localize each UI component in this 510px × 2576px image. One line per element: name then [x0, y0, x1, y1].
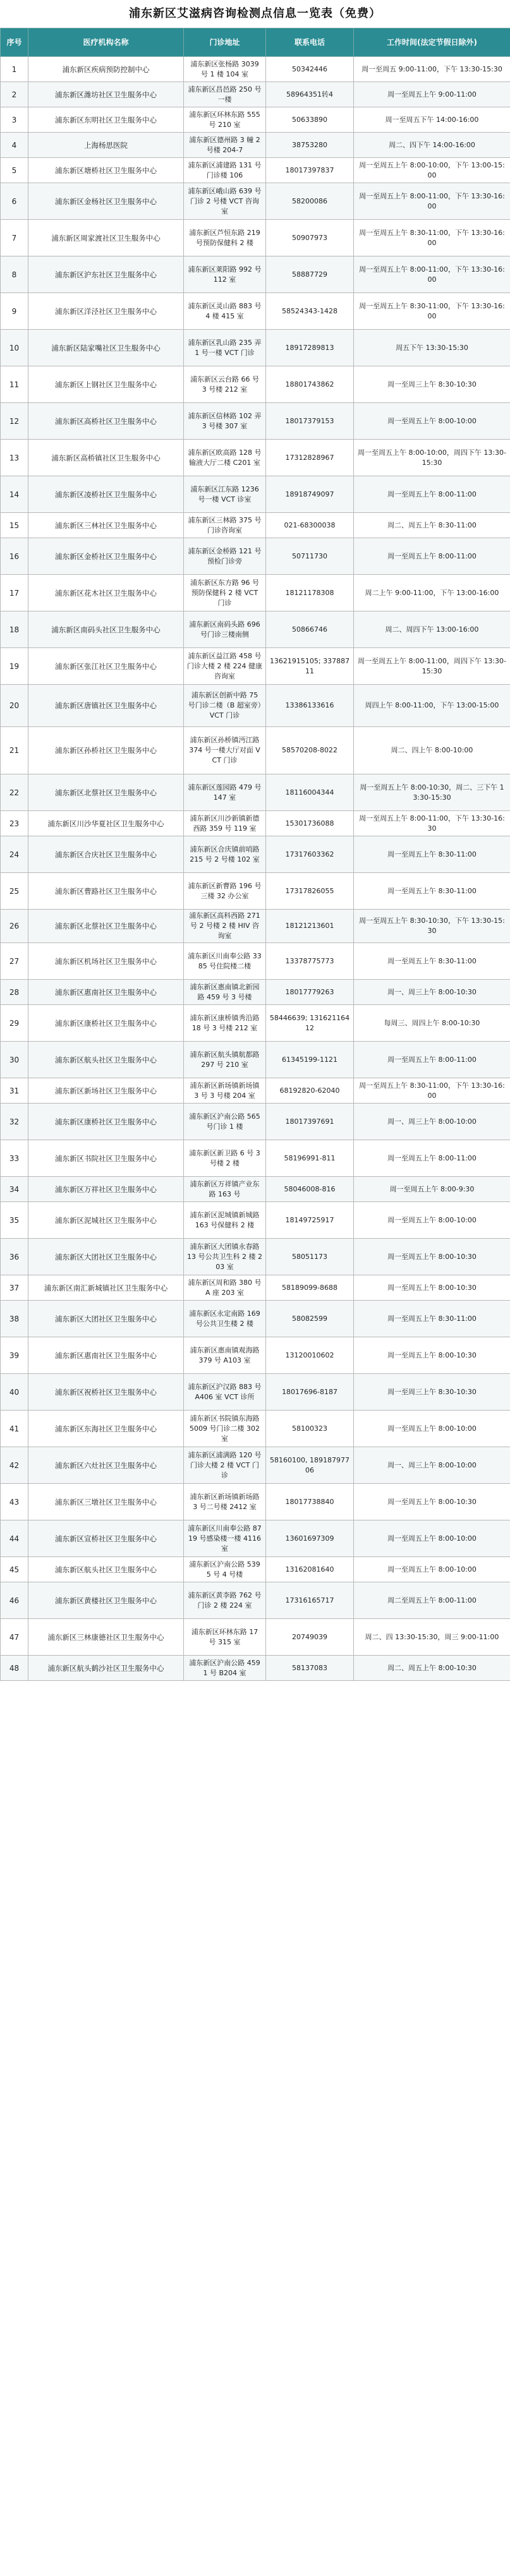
facility-phone: 18017397691 [266, 1104, 354, 1140]
facility-phone: 58964351转4 [266, 82, 354, 107]
row-number: 15 [1, 513, 28, 538]
facility-phone: 17317603362 [266, 836, 354, 873]
header-hours: 工作时间(法定节假日除外) [354, 28, 510, 57]
facility-address: 浦东新区新曹路 196 号三楼 32 办公室 [184, 873, 266, 910]
facility-address: 浦东新区万祥镇产业东路 163 号 [184, 1177, 266, 1202]
facility-phone: 13378775773 [266, 943, 354, 980]
facility-name: 浦东新区万祥社区卫生服务中心 [28, 1177, 184, 1202]
row-number: 25 [1, 873, 28, 910]
facility-phone: 18017379153 [266, 403, 354, 440]
facility-phone: 58446639; 13162116412 [266, 1005, 354, 1042]
facility-name: 浦东新区北蔡社区卫生服务中心 [28, 774, 184, 811]
facility-phone: 18017696-8187 [266, 1374, 354, 1411]
table-row [1, 1520, 510, 1557]
working-hours: 周一至周五上午 9:00-11:00 [354, 82, 510, 107]
testing-sites-table [0, 28, 510, 1681]
facility-phone: 58100323 [266, 1411, 354, 1447]
facility-address: 浦东新区川南奉公路 8719 号感染楼一楼 4116 室 [184, 1520, 266, 1557]
facility-phone: 15301736088 [266, 811, 354, 836]
facility-address: 浦东新区沪汉路 883 号 A406 室 VCT 诊所 [184, 1374, 266, 1411]
table-row [1, 1374, 510, 1411]
facility-address: 浦东新区惠南镇观海路 379 号 A103 室 [184, 1337, 266, 1374]
facility-phone: 38753280 [266, 133, 354, 158]
working-hours: 周一至周五上午 8:00-10:00 [354, 1411, 510, 1447]
table-row [1, 476, 510, 513]
row-number: 3 [1, 107, 28, 133]
table-row [1, 1656, 510, 1681]
facility-address: 浦东新区昌邑路 250 号一楼 [184, 82, 266, 107]
table-row [1, 1042, 510, 1078]
facility-address: 浦东新区川南奉公路 3385 号住院楼二楼 [184, 943, 266, 980]
facility-phone: 50711730 [266, 538, 354, 575]
working-hours: 周一至周五上午 8:00-10:30，周二、三下午 13:30-15:30 [354, 774, 510, 811]
row-number: 9 [1, 293, 28, 330]
facility-name: 浦东新区惠南社区卫生服务中心 [28, 980, 184, 1005]
table-row [1, 1411, 510, 1447]
facility-phone: 18017397837 [266, 158, 354, 183]
facility-name: 浦东新区康桥社区卫生服务中心 [28, 1104, 184, 1140]
facility-name: 浦东新区航头鹤沙社区卫生服务中心 [28, 1656, 184, 1681]
row-number: 6 [1, 183, 28, 220]
facility-phone: 18149725917 [266, 1202, 354, 1239]
facility-name: 浦东新区新场社区卫生服务中心 [28, 1078, 184, 1104]
table-row [1, 1140, 510, 1177]
facility-address: 浦东新区峨山路 639 号门诊 2 号楼 VCT 咨询室 [184, 183, 266, 220]
row-number: 44 [1, 1520, 28, 1557]
facility-phone: 17317826055 [266, 873, 354, 910]
row-number: 17 [1, 575, 28, 611]
facility-name: 浦东新区三墩社区卫生服务中心 [28, 1484, 184, 1520]
row-number: 28 [1, 980, 28, 1005]
facility-address: 浦东新区黄李路 762 号门诊 2 楼 224 室 [184, 1582, 266, 1619]
facility-name: 浦东新区三林康德社区卫生服务中心 [28, 1619, 184, 1656]
facility-address: 浦东新区大团镇永春路 13 号公共卫生科 2 楼 203 室 [184, 1239, 266, 1275]
working-hours: 周一、周三上午 8:00-10:00 [354, 1447, 510, 1484]
table-header [1, 28, 510, 57]
working-hours: 周二上午 9:00-11:00，下午 13:00-16:00 [354, 575, 510, 611]
table-row [1, 1484, 510, 1520]
row-number: 29 [1, 1005, 28, 1042]
working-hours: 周一至周五上午 8:30-11:00 [354, 1301, 510, 1337]
facility-phone: 18121213601 [266, 910, 354, 943]
working-hours: 周二、四下午 14:00-16:00 [354, 133, 510, 158]
row-number: 36 [1, 1239, 28, 1275]
table-row [1, 1337, 510, 1374]
working-hours: 周一至周五上午 8:30-11:00 [354, 836, 510, 873]
table-row [1, 910, 510, 943]
facility-name: 浦东新区康桥社区卫生服务中心 [28, 1005, 184, 1042]
working-hours: 周二、周五上午 8:00-10:30 [354, 1656, 510, 1681]
row-number: 47 [1, 1619, 28, 1656]
facility-name: 上海杨思医院 [28, 133, 184, 158]
row-number: 40 [1, 1374, 28, 1411]
working-hours: 周二、四上午 8:00-10:00 [354, 727, 510, 774]
table-row [1, 685, 510, 727]
facility-address: 浦东新区芦恒东路 219 号预防保健科 2 楼 [184, 220, 266, 256]
facility-address: 浦东新区浦满路 120 号门诊大楼 2 楼 VCT 门诊 [184, 1447, 266, 1484]
row-number: 14 [1, 476, 28, 513]
facility-name: 浦东新区高桥镇社区卫生服务中心 [28, 440, 184, 476]
row-number: 5 [1, 158, 28, 183]
facility-address: 浦东新区云台路 66 号 3 号楼 212 室 [184, 366, 266, 403]
row-number: 42 [1, 1447, 28, 1484]
working-hours: 周一至周五上午 8:30-11:00，下午 13:30-16:00 [354, 1078, 510, 1104]
table-row [1, 727, 510, 774]
facility-address: 浦东新区环林东路 555 号 210 室 [184, 107, 266, 133]
facility-phone: 58051173 [266, 1239, 354, 1275]
facility-phone: 18918749097 [266, 476, 354, 513]
working-hours: 周一至周五上午 8:00-10:00 [354, 403, 510, 440]
facility-address: 浦东新区南码头路 696 号门诊三楼南侧 [184, 611, 266, 648]
facility-address: 浦东新区新卫路 6 号 3 号楼 2 楼 [184, 1140, 266, 1177]
row-number: 39 [1, 1337, 28, 1374]
table-row [1, 1275, 510, 1301]
working-hours: 周二、四 13:30-15:30，周三 9:00-11:00 [354, 1619, 510, 1656]
facility-address: 浦东新区灵山路 883 号 4 楼 415 室 [184, 293, 266, 330]
facility-name: 浦东新区上钢社区卫生服务中心 [28, 366, 184, 403]
table-row [1, 1005, 510, 1042]
facility-address: 浦东新区乳山路 235 弄 1 号一楼 VCT 门诊 [184, 330, 266, 366]
row-number: 13 [1, 440, 28, 476]
facility-name: 浦东新区凌桥社区卫生服务中心 [28, 476, 184, 513]
table-row [1, 513, 510, 538]
facility-phone: 13621915105; 33788711 [266, 648, 354, 685]
facility-name: 浦东新区六灶社区卫生服务中心 [28, 1447, 184, 1484]
table-row [1, 158, 510, 183]
facility-name: 浦东新区三林社区卫生服务中心 [28, 513, 184, 538]
working-hours: 周一至周五下午 14:00-16:00 [354, 107, 510, 133]
row-number: 38 [1, 1301, 28, 1337]
working-hours: 周一至周五上午 8:00-10:30 [354, 1484, 510, 1520]
working-hours: 周一至周五上午 8:00-10:00 [354, 1202, 510, 1239]
table-row [1, 1619, 510, 1656]
facility-address: 浦东新区欧高路 128 号输液大厅二楼 C201 室 [184, 440, 266, 476]
facility-phone: 58524343-1428 [266, 293, 354, 330]
working-hours: 周二至周五上午 8:00-11:00 [354, 1582, 510, 1619]
row-number: 12 [1, 403, 28, 440]
facility-address: 浦东新区沪南公路 4591 号 B204 室 [184, 1656, 266, 1681]
facility-name: 浦东新区周家渡社区卫生服务中心 [28, 220, 184, 256]
table-row [1, 107, 510, 133]
facility-phone: 18017738840 [266, 1484, 354, 1520]
facility-phone: 18121178308 [266, 575, 354, 611]
facility-address: 浦东新区信林路 102 弄 3 号楼 307 室 [184, 403, 266, 440]
working-hours: 周一至周五上午 8:00-10:30 [354, 1337, 510, 1374]
facility-address: 浦东新区金桥路 121 号预检门诊旁 [184, 538, 266, 575]
working-hours: 周一至周五上午 8:00-10:30 [354, 1239, 510, 1275]
working-hours: 周五下午 13:30-15:30 [354, 330, 510, 366]
facility-name: 浦东新区塘桥社区卫生服务中心 [28, 158, 184, 183]
facility-phone: 18917289813 [266, 330, 354, 366]
facility-address: 浦东新区合庆镇前哨路 215 号 2 号楼 102 室 [184, 836, 266, 873]
row-number: 7 [1, 220, 28, 256]
facility-phone: 58160100, 18918797706 [266, 1447, 354, 1484]
table-row [1, 774, 510, 811]
facility-phone: 58189099-8688 [266, 1275, 354, 1301]
working-hours: 每周三、周四上午 8:00-10:30 [354, 1005, 510, 1042]
facility-phone: 18801743862 [266, 366, 354, 403]
row-number: 46 [1, 1582, 28, 1619]
facility-phone: 13601697309 [266, 1520, 354, 1557]
facility-name: 浦东新区北蔡社区卫生服务中心 [28, 910, 184, 943]
facility-name: 浦东新区疾病预防控制中心 [28, 57, 184, 82]
working-hours: 周一、周三上午 8:00-10:00 [354, 1104, 510, 1140]
facility-address: 浦东新区孙桥镇沔江路 374 号一楼大厅对面 VCT 门诊 [184, 727, 266, 774]
facility-name: 浦东新区东明社区卫生服务中心 [28, 107, 184, 133]
facility-phone: 18017779263 [266, 980, 354, 1005]
facility-address: 浦东新区航头镇航都路 297 号 210 室 [184, 1042, 266, 1078]
facility-phone: 17312828967 [266, 440, 354, 476]
facility-name: 浦东新区东海社区卫生服务中心 [28, 1411, 184, 1447]
facility-phone: 58046008-816 [266, 1177, 354, 1202]
table-row [1, 1202, 510, 1239]
header-phone: 联系电话 [266, 28, 354, 57]
facility-phone: 58200086 [266, 183, 354, 220]
facility-phone: 13120010602 [266, 1337, 354, 1374]
facility-name: 浦东新区沪东社区卫生服务中心 [28, 256, 184, 293]
facility-name: 浦东新区泥城社区卫生服务中心 [28, 1202, 184, 1239]
table-row [1, 183, 510, 220]
row-number: 34 [1, 1177, 28, 1202]
facility-phone: 20749039 [266, 1619, 354, 1656]
working-hours: 周一至周五上午 8:00-10:00，下午 13:00-15:00 [354, 158, 510, 183]
facility-address: 浦东新区泥城镇新城路 163 号保健科 2 楼 [184, 1202, 266, 1239]
table-row [1, 873, 510, 910]
facility-address: 浦东新区浦建路 131 号门诊楼 106 [184, 158, 266, 183]
table-row [1, 293, 510, 330]
row-number: 8 [1, 256, 28, 293]
row-number: 2 [1, 82, 28, 107]
table-row [1, 1239, 510, 1275]
facility-address: 浦东新区周和路 380 号 A 座 203 室 [184, 1275, 266, 1301]
row-number: 22 [1, 774, 28, 811]
table-row [1, 133, 510, 158]
row-number: 31 [1, 1078, 28, 1104]
row-number: 20 [1, 685, 28, 727]
facility-address: 浦东新区康桥镇秀沿路 18 号 3 号楼 212 室 [184, 1005, 266, 1042]
facility-name: 浦东新区陆家嘴社区卫生服务中心 [28, 330, 184, 366]
facility-address: 浦东新区三林路 375 号门诊咨询室 [184, 513, 266, 538]
working-hours: 周一至周五上午 8:00-9:30 [354, 1177, 510, 1202]
facility-phone: 61345199-1121 [266, 1042, 354, 1078]
table-row [1, 1177, 510, 1202]
facility-name: 浦东新区高桥社区卫生服务中心 [28, 403, 184, 440]
facility-name: 浦东新区曹路社区卫生服务中心 [28, 873, 184, 910]
table-row [1, 366, 510, 403]
row-number: 35 [1, 1202, 28, 1239]
table-row [1, 1582, 510, 1619]
working-hours: 周一至周五上午 8:30-10:30，下午 13:30-15:30 [354, 910, 510, 943]
table-row [1, 220, 510, 256]
table-row [1, 82, 510, 107]
row-number: 19 [1, 648, 28, 685]
facility-address: 浦东新区江东路 1236 号一楼 VCT 诊室 [184, 476, 266, 513]
working-hours: 周一至周五上午 8:30-11:00，下午 13:30-16:00 [354, 220, 510, 256]
facility-name: 浦东新区宣桥社区卫生服务中心 [28, 1520, 184, 1557]
row-number: 23 [1, 811, 28, 836]
facility-phone: 50342446 [266, 57, 354, 82]
working-hours: 周一至周五上午 8:00-11:00，下午 13:30-16:30 [354, 811, 510, 836]
facility-name: 浦东新区书院社区卫生服务中心 [28, 1140, 184, 1177]
row-number: 26 [1, 910, 28, 943]
facility-address: 浦东新区沪南公路 565 号门诊 1 楼 [184, 1104, 266, 1140]
facility-name: 浦东新区航头社区卫生服务中心 [28, 1557, 184, 1582]
facility-phone: 58196991-811 [266, 1140, 354, 1177]
row-number: 33 [1, 1140, 28, 1177]
header-address: 门诊地址 [184, 28, 266, 57]
facility-phone: 68192820-62040 [266, 1078, 354, 1104]
facility-phone: 021-68300038 [266, 513, 354, 538]
working-hours: 周一至周五上午 8:00-11:00 [354, 1042, 510, 1078]
table-row [1, 256, 510, 293]
facility-phone: 58082599 [266, 1301, 354, 1337]
row-number: 37 [1, 1275, 28, 1301]
facility-address: 浦东新区新场镇新场镇 3 号 3 号楼 204 室 [184, 1078, 266, 1104]
row-number: 18 [1, 611, 28, 648]
row-number: 48 [1, 1656, 28, 1681]
facility-address: 浦东新区东方路 96 号预防保健科 2 楼 VCT 门诊 [184, 575, 266, 611]
row-number: 10 [1, 330, 28, 366]
working-hours: 周二、周五上午 8:30-11:00 [354, 513, 510, 538]
working-hours: 周一至周五上午 8:00-11:00，下午 13:30-16:00 [354, 183, 510, 220]
working-hours: 周一至周五上午 8:30-11:00 [354, 943, 510, 980]
working-hours: 周一至周五 9:00-11:00，下午 13:30-15:30 [354, 57, 510, 82]
facility-phone: 13386133616 [266, 685, 354, 727]
working-hours: 周一至周三上午 8:30-10:30 [354, 366, 510, 403]
table-row [1, 648, 510, 685]
facility-name: 浦东新区惠南社区卫生服务中心 [28, 1337, 184, 1374]
facility-name: 浦东新区孙桥社区卫生服务中心 [28, 727, 184, 774]
working-hours: 周一至周五上午 8:00-11:00 [354, 1140, 510, 1177]
facility-phone: 50907973 [266, 220, 354, 256]
table-row [1, 1557, 510, 1582]
table-row [1, 403, 510, 440]
facility-phone: 58137083 [266, 1656, 354, 1681]
facility-name: 浦东新区祝桥社区卫生服务中心 [28, 1374, 184, 1411]
working-hours: 周一至周五上午 8:30-11:00 [354, 873, 510, 910]
facility-address: 浦东新区德州路 3 幢 2 号楼 204-7 [184, 133, 266, 158]
facility-address: 浦东新区沪南公路 5395 号 4 号楼 [184, 1557, 266, 1582]
facility-phone: 58887729 [266, 256, 354, 293]
working-hours: 周一至周五上午 8:00-11:00 [354, 538, 510, 575]
table-row [1, 980, 510, 1005]
table-body [1, 57, 510, 1681]
facility-name: 浦东新区潍坊社区卫生服务中心 [28, 82, 184, 107]
table-row [1, 575, 510, 611]
working-hours: 周一至周五上午 8:00-11:00 [354, 476, 510, 513]
row-number: 32 [1, 1104, 28, 1140]
header-no: 序号 [1, 28, 28, 57]
facility-name: 浦东新区金杨社区卫生服务中心 [28, 183, 184, 220]
facility-name: 浦东新区川沙华夏社区卫生服务中心 [28, 811, 184, 836]
facility-phone: 50866746 [266, 611, 354, 648]
table-row [1, 1078, 510, 1104]
row-number: 27 [1, 943, 28, 980]
working-hours: 周一至周五上午 8:30-11:00，下午 13:30-16:00 [354, 293, 510, 330]
facility-name: 浦东新区航头社区卫生服务中心 [28, 1042, 184, 1078]
facility-phone: 50633890 [266, 107, 354, 133]
facility-address: 浦东新区川沙新镇新德西路 359 号 119 室 [184, 811, 266, 836]
table-row [1, 811, 510, 836]
working-hours: 周二、周四下午 13:00-16:00 [354, 611, 510, 648]
table-row [1, 611, 510, 648]
header-name: 医疗机构名称 [28, 28, 184, 57]
working-hours: 周一、周三上午 8:00-10:30 [354, 980, 510, 1005]
facility-name: 浦东新区张江社区卫生服务中心 [28, 648, 184, 685]
page-title: 浦东新区艾滋病咨询检测点信息一览表（免费） [129, 7, 381, 20]
row-number: 16 [1, 538, 28, 575]
facility-name: 浦东新区大团社区卫生服务中心 [28, 1239, 184, 1275]
working-hours: 周一至周五上午 8:00-11:00，下午 13:30-16:00 [354, 256, 510, 293]
facility-name: 浦东新区大团社区卫生服务中心 [28, 1301, 184, 1337]
facility-address: 浦东新区新场镇新场路 3 号二号楼 2412 室 [184, 1484, 266, 1520]
facility-name: 浦东新区金桥社区卫生服务中心 [28, 538, 184, 575]
working-hours: 周一至周五上午 8:00-10:00 [354, 1557, 510, 1582]
row-number: 24 [1, 836, 28, 873]
table-row [1, 1301, 510, 1337]
working-hours: 周一至周五上午 8:00-10:00 [354, 1520, 510, 1557]
facility-name: 浦东新区合庆社区卫生服务中心 [28, 836, 184, 873]
working-hours: 周四上午 8:00-11:00，下午 13:00-15:00 [354, 685, 510, 727]
row-number: 41 [1, 1411, 28, 1447]
row-number: 43 [1, 1484, 28, 1520]
table-row [1, 538, 510, 575]
facility-phone: 58570208-8022 [266, 727, 354, 774]
row-number: 11 [1, 366, 28, 403]
table-row [1, 440, 510, 476]
working-hours: 周一至周三上午 8:30-10:30 [354, 1374, 510, 1411]
facility-name: 浦东新区南码头社区卫生服务中心 [28, 611, 184, 648]
facility-address: 浦东新区惠南镇北新园路 459 号 3 号楼 [184, 980, 266, 1005]
table-row [1, 1447, 510, 1484]
facility-address: 浦东新区书院镇东海路 5009 号门诊二楼 302 室 [184, 1411, 266, 1447]
facility-address: 浦东新区益江路 458 号门诊大楼 2 楼 224 健康咨询室 [184, 648, 266, 685]
header-row [1, 28, 510, 57]
facility-address: 浦东新区永定南路 169 号公共卫生楼 2 楼 [184, 1301, 266, 1337]
working-hours: 周一至周五上午 8:00-11:00，周四下午 13:30-15:30 [354, 648, 510, 685]
table-row [1, 836, 510, 873]
working-hours: 周一至周五上午 8:00-10:30 [354, 1275, 510, 1301]
facility-name: 浦东新区南汇新城镇社区卫生服务中心 [28, 1275, 184, 1301]
facility-name: 浦东新区黄楼社区卫生服务中心 [28, 1582, 184, 1619]
row-number: 30 [1, 1042, 28, 1078]
row-number: 21 [1, 727, 28, 774]
facility-phone: 13162081640 [266, 1557, 354, 1582]
row-number: 1 [1, 57, 28, 82]
facility-address: 浦东新区高科西路 271 号 2 号楼 2 楼 HIV 咨询室 [184, 910, 266, 943]
facility-name: 浦东新区机场社区卫生服务中心 [28, 943, 184, 980]
facility-name: 浦东新区花木社区卫生服务中心 [28, 575, 184, 611]
facility-address: 浦东新区创新中路 75 号门诊二楼（B 超室旁）VCT 门诊 [184, 685, 266, 727]
working-hours: 周一至周五上午 8:00-10:00，周四下午 13:30-15:30 [354, 440, 510, 476]
facility-name: 浦东新区唐镇社区卫生服务中心 [28, 685, 184, 727]
facility-name: 浦东新区洋泾社区卫生服务中心 [28, 293, 184, 330]
facility-phone: 17316165717 [266, 1582, 354, 1619]
table-row [1, 57, 510, 82]
facility-address: 浦东新区张杨路 3039 号 1 楼 104 室 [184, 57, 266, 82]
facility-address: 浦东新区环林东路 17 号 315 室 [184, 1619, 266, 1656]
facility-address: 浦东新区莲园路 479 号 147 室 [184, 774, 266, 811]
table-row [1, 1104, 510, 1140]
row-number: 45 [1, 1557, 28, 1582]
table-row [1, 330, 510, 366]
table-row [1, 943, 510, 980]
facility-phone: 18116004344 [266, 774, 354, 811]
row-number: 4 [1, 133, 28, 158]
facility-address: 浦东新区莱阳路 992 号 112 室 [184, 256, 266, 293]
